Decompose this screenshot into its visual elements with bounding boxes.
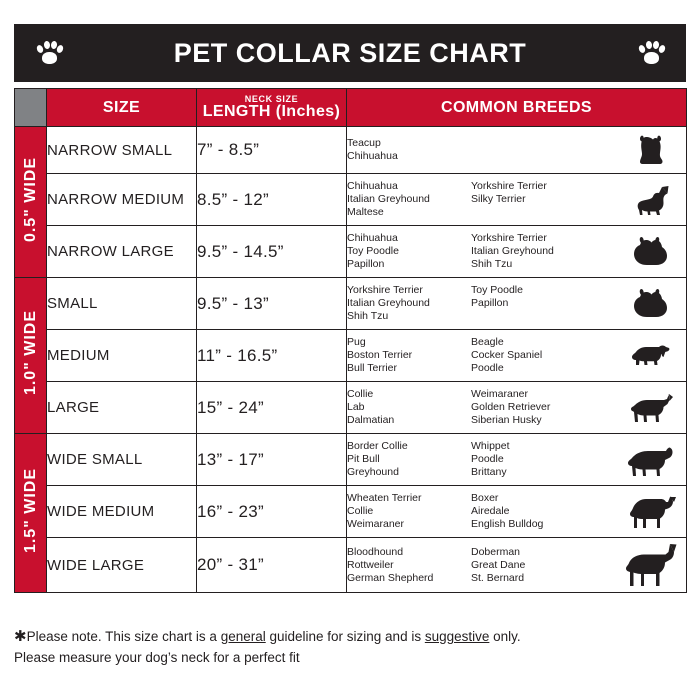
group-label-wide (15, 434, 47, 593)
size-table (14, 88, 687, 593)
footer-note (14, 626, 686, 668)
breed-name: German Shepherd (347, 571, 434, 584)
breed-name: Toy Poodle (471, 284, 523, 296)
breeds-column-2 (471, 232, 591, 271)
table-row (15, 127, 687, 174)
breed-name: Border Collie (347, 440, 408, 452)
table-row (15, 434, 687, 486)
breed-name: Lab (347, 401, 365, 413)
size-length: 16” - 23” (197, 486, 347, 538)
note-underline-general: general (220, 629, 266, 644)
breed-name: Papillon (471, 297, 509, 309)
pomeranian-silhouette-icon (622, 287, 686, 321)
breed-name: Teacup (347, 137, 381, 149)
breed-name: Doberman (471, 545, 521, 558)
breeds-column-1 (347, 388, 467, 427)
labrador-silhouette-icon (622, 443, 686, 477)
breeds-column-1 (347, 284, 467, 323)
breed-name: Pit Bull (347, 453, 380, 465)
breeds-cell (347, 278, 687, 330)
breeds-cell (347, 434, 687, 486)
group-label-text: 1.0" WIDE (21, 310, 39, 396)
table-row (15, 382, 687, 434)
breed-name: Wheaten Terrier (347, 492, 422, 504)
note-underline-suggestive: suggestive (424, 629, 490, 644)
breeds-column-2 (471, 546, 591, 585)
breeds-cell (347, 127, 687, 174)
size-name: MEDIUM (47, 330, 197, 382)
header-breeds: COMMON BREEDS (347, 89, 687, 127)
size-table-wrapper (14, 88, 686, 593)
page-title: PET COLLAR SIZE CHART (173, 37, 527, 68)
breed-name: Yorkshire Terrier (347, 284, 423, 296)
breeds-cell (347, 538, 687, 593)
breed-name: Shih Tzu (347, 310, 389, 322)
breed-name: Airedale (471, 505, 510, 517)
header-size: SIZE (47, 89, 197, 127)
group-label-standard (15, 278, 47, 434)
breeds-column-2 (471, 440, 591, 479)
breeds-column-2 (471, 492, 591, 531)
breed-name: Italian Greyhound (347, 193, 430, 205)
note-text-b: guideline for sizing and is (265, 629, 425, 644)
table-row (15, 486, 687, 538)
breeds-column-1 (347, 492, 467, 531)
note-text-c: only. (489, 629, 521, 644)
breeds-column-1 (347, 336, 467, 375)
breed-name: Great Dane (471, 558, 526, 571)
size-name: LARGE (47, 382, 197, 434)
breeds-column-1 (347, 546, 467, 585)
footer-note-line1 (14, 626, 686, 647)
breed-name: Poodle (471, 362, 504, 374)
size-name: WIDE MEDIUM (47, 486, 197, 538)
note-text-a: Please note. This size chart is a (26, 629, 221, 644)
breed-name: Weimaraner (471, 388, 528, 400)
header-length-inches: LENGTH (Inches) (202, 103, 341, 120)
table-row (15, 174, 687, 226)
breed-name: Italian Greyhound (471, 245, 554, 257)
breed-name: Rottweiler (347, 558, 394, 571)
header-length (197, 89, 347, 127)
table-row (15, 538, 687, 593)
chart-header (14, 24, 686, 82)
breed-name: Yorkshire Terrier (471, 232, 547, 244)
size-length: 15” - 24” (197, 382, 347, 434)
size-length: 8.5” - 12” (197, 174, 347, 226)
breeds-column-2 (471, 336, 591, 375)
breed-name: Boxer (471, 492, 499, 504)
breed-name: Papillon (347, 258, 385, 270)
breed-name: Collie (347, 505, 374, 517)
beagle-silhouette-icon (622, 341, 686, 371)
breed-name: Weimaraner (347, 518, 404, 530)
breed-name: Greyhound (347, 466, 399, 478)
table-row (15, 278, 687, 330)
breed-name: Bloodhound (347, 545, 404, 558)
asterisk-icon: ✱ (14, 628, 27, 645)
breed-name: Italian Greyhound (347, 297, 430, 309)
table-row (15, 330, 687, 382)
breeds-column-2 (471, 388, 591, 427)
breeds-column-1 (347, 137, 497, 163)
breed-name: St. Bernard (471, 571, 525, 584)
breeds-column-1 (347, 180, 467, 219)
breeds-cell (347, 382, 687, 434)
breed-name: Chihuahua (347, 180, 398, 192)
doberman-silhouette-icon (622, 543, 686, 587)
header-group (15, 89, 47, 127)
size-length: 11” - 16.5” (197, 330, 347, 382)
breed-name: Cocker Spaniel (471, 349, 543, 361)
breed-name: Yorkshire Terrier (471, 180, 547, 192)
size-length: 9.5” - 13” (197, 278, 347, 330)
header-neck-size: NECK SIZE (244, 94, 299, 104)
breed-name: Chihuahua (347, 232, 398, 244)
group-label-text: 1.5" WIDE (21, 467, 39, 554)
breeds-cell (347, 330, 687, 382)
breeds-cell (347, 486, 687, 538)
size-length: 7” - 8.5” (197, 127, 347, 174)
pomeranian-silhouette-icon (622, 235, 686, 269)
breed-name: Dalmatian (347, 414, 395, 426)
table-row (15, 226, 687, 278)
breeds-cell (347, 174, 687, 226)
breed-name: Poodle (471, 453, 504, 465)
size-name: WIDE SMALL (47, 434, 197, 486)
group-label-narrow (15, 127, 47, 278)
husky-silhouette-icon (622, 392, 686, 424)
breed-name: English Bulldog (471, 518, 544, 530)
size-name: NARROW MEDIUM (47, 174, 197, 226)
chihuahua-silhouette-icon (622, 184, 686, 216)
group-label-text: 0.5" WIDE (21, 156, 39, 243)
size-length: 20” - 31” (197, 538, 347, 593)
size-name: NARROW SMALL (47, 127, 197, 174)
table-header-row (15, 89, 687, 127)
breeds-column-2 (471, 284, 591, 323)
breed-name: Toy Poodle (347, 245, 399, 257)
breed-name: Golden Retriever (471, 401, 551, 413)
breed-name: Pug (347, 336, 366, 348)
breed-name: Siberian Husky (471, 414, 542, 426)
breed-name: Shih Tzu (471, 258, 513, 270)
breed-name: Chihuahua (347, 150, 398, 162)
breed-name: Silky Terrier (471, 193, 526, 205)
size-name: NARROW LARGE (47, 226, 197, 278)
breed-name: Whippet (471, 440, 510, 452)
size-length: 9.5” - 14.5” (197, 226, 347, 278)
breeds-column-1 (347, 440, 467, 479)
boxer-silhouette-icon (622, 495, 686, 529)
breed-name: Bull Terrier (347, 362, 397, 374)
size-name: WIDE LARGE (47, 538, 197, 593)
yorkie-silhouette-icon (622, 133, 686, 167)
paw-icon-left (36, 40, 62, 66)
breeds-cell (347, 226, 687, 278)
size-name: SMALL (47, 278, 197, 330)
breed-name: Brittany (471, 466, 507, 478)
breed-name: Maltese (347, 206, 384, 218)
breed-name: Collie (347, 388, 374, 400)
breeds-column-1 (347, 232, 467, 271)
breeds-column-2 (471, 180, 591, 219)
breed-name: Beagle (471, 336, 504, 348)
footer-note-line2: Please measure your dog’s neck for a perfect fit (14, 650, 300, 665)
paw-icon-right (638, 40, 664, 66)
breed-name: Boston Terrier (347, 349, 413, 361)
size-length: 13” - 17” (197, 434, 347, 486)
